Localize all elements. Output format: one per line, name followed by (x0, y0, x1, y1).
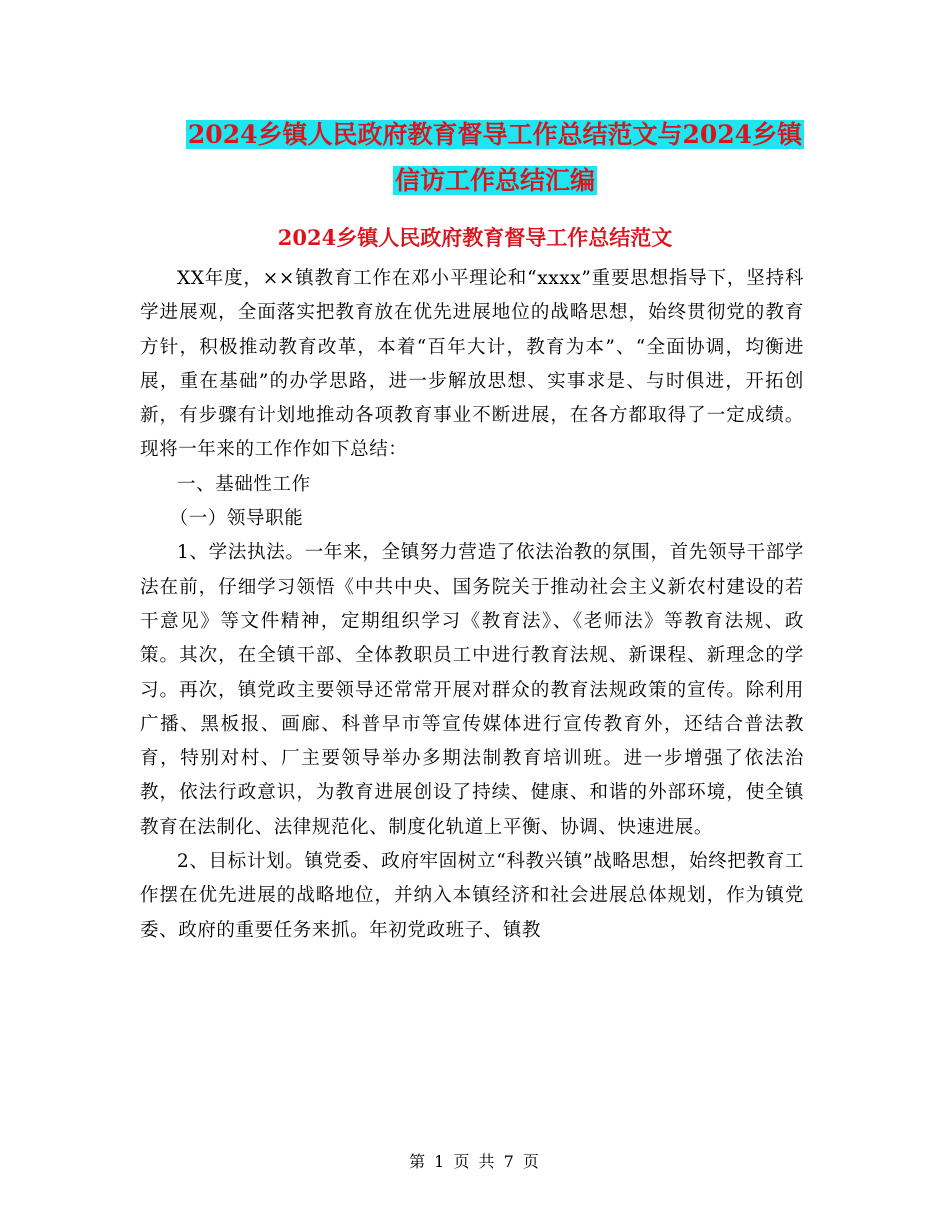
document-title-line-1: 2024乡镇人民政府教育督导工作总结范文与2024乡镇 (187, 120, 803, 149)
paragraph-intro: XX年度，××镇教育工作在邓小平理论和“xxxx”重要思想指导下，坚持科学进展观，全面落实把教育放在优先进展地位的战略思想，始终贯彻党的教育方针，积极推动教育改革，本着“百年大计，教育为本”、“全面协调，均衡进展，重在基础”的办学思路，进一步解放思想、实事求是、与时俱进，开拓创新，有步骤有计划地推动各项教育事业不断进展，在各方都取得了一定成绩。现将一年来的工作作如下总结： (140, 268, 804, 461)
paragraph-law: 1、学法执法。一年来，全镇努力营造了依法治教的氛围，首先领导干部学法在前，仔细学习领悟《中共中央、国务院关于推动社会主义新农村建设的若干意见》等文件精神，定期组织学习《教育法》、《老师法》等教育法规、政策。其次，在全镇干部、全体教职员工中进行教育法规、新课程、新理念的学习。再次，镇党政主要领导还常常开展对群众的教育法规政策的宣传。除利用广播、黑板报、画廊、科普早市等宣传媒体进行宣传教育外，还结合普法教育，特别对村、厂主要领导举办多期法制教育培训班。进一步增强了依法治教，依法行政意识，为教育进展创设了持续、健康、和谐的外部环境，使全镇教育在法制化、法律规范化、制度化轨道上平衡、协调、快速进展。 (140, 542, 804, 838)
document-body (140, 262, 804, 948)
page-footer: 第 1 页 共 7 页 (409, 1152, 541, 1171)
heading-leadership: （一）领导职能 (169, 508, 304, 530)
heading-basic-work: 一、基础性工作 (177, 473, 311, 495)
section-title: 2024乡镇人民政府教育督导工作总结范文 (277, 225, 673, 250)
document-title (140, 112, 850, 204)
document-title-line-2: 信访工作总结汇编 (394, 166, 595, 195)
paragraph-goals: 2、目标计划。镇党委、政府牢固树立“科教兴镇”战略思想，始终把教育工作摆在优先进展的战略地位，并纳入本镇经济和社会进展总体规划，作为镇党委、政府的重要任务来抓。年初党政班子、镇教 (140, 851, 804, 941)
